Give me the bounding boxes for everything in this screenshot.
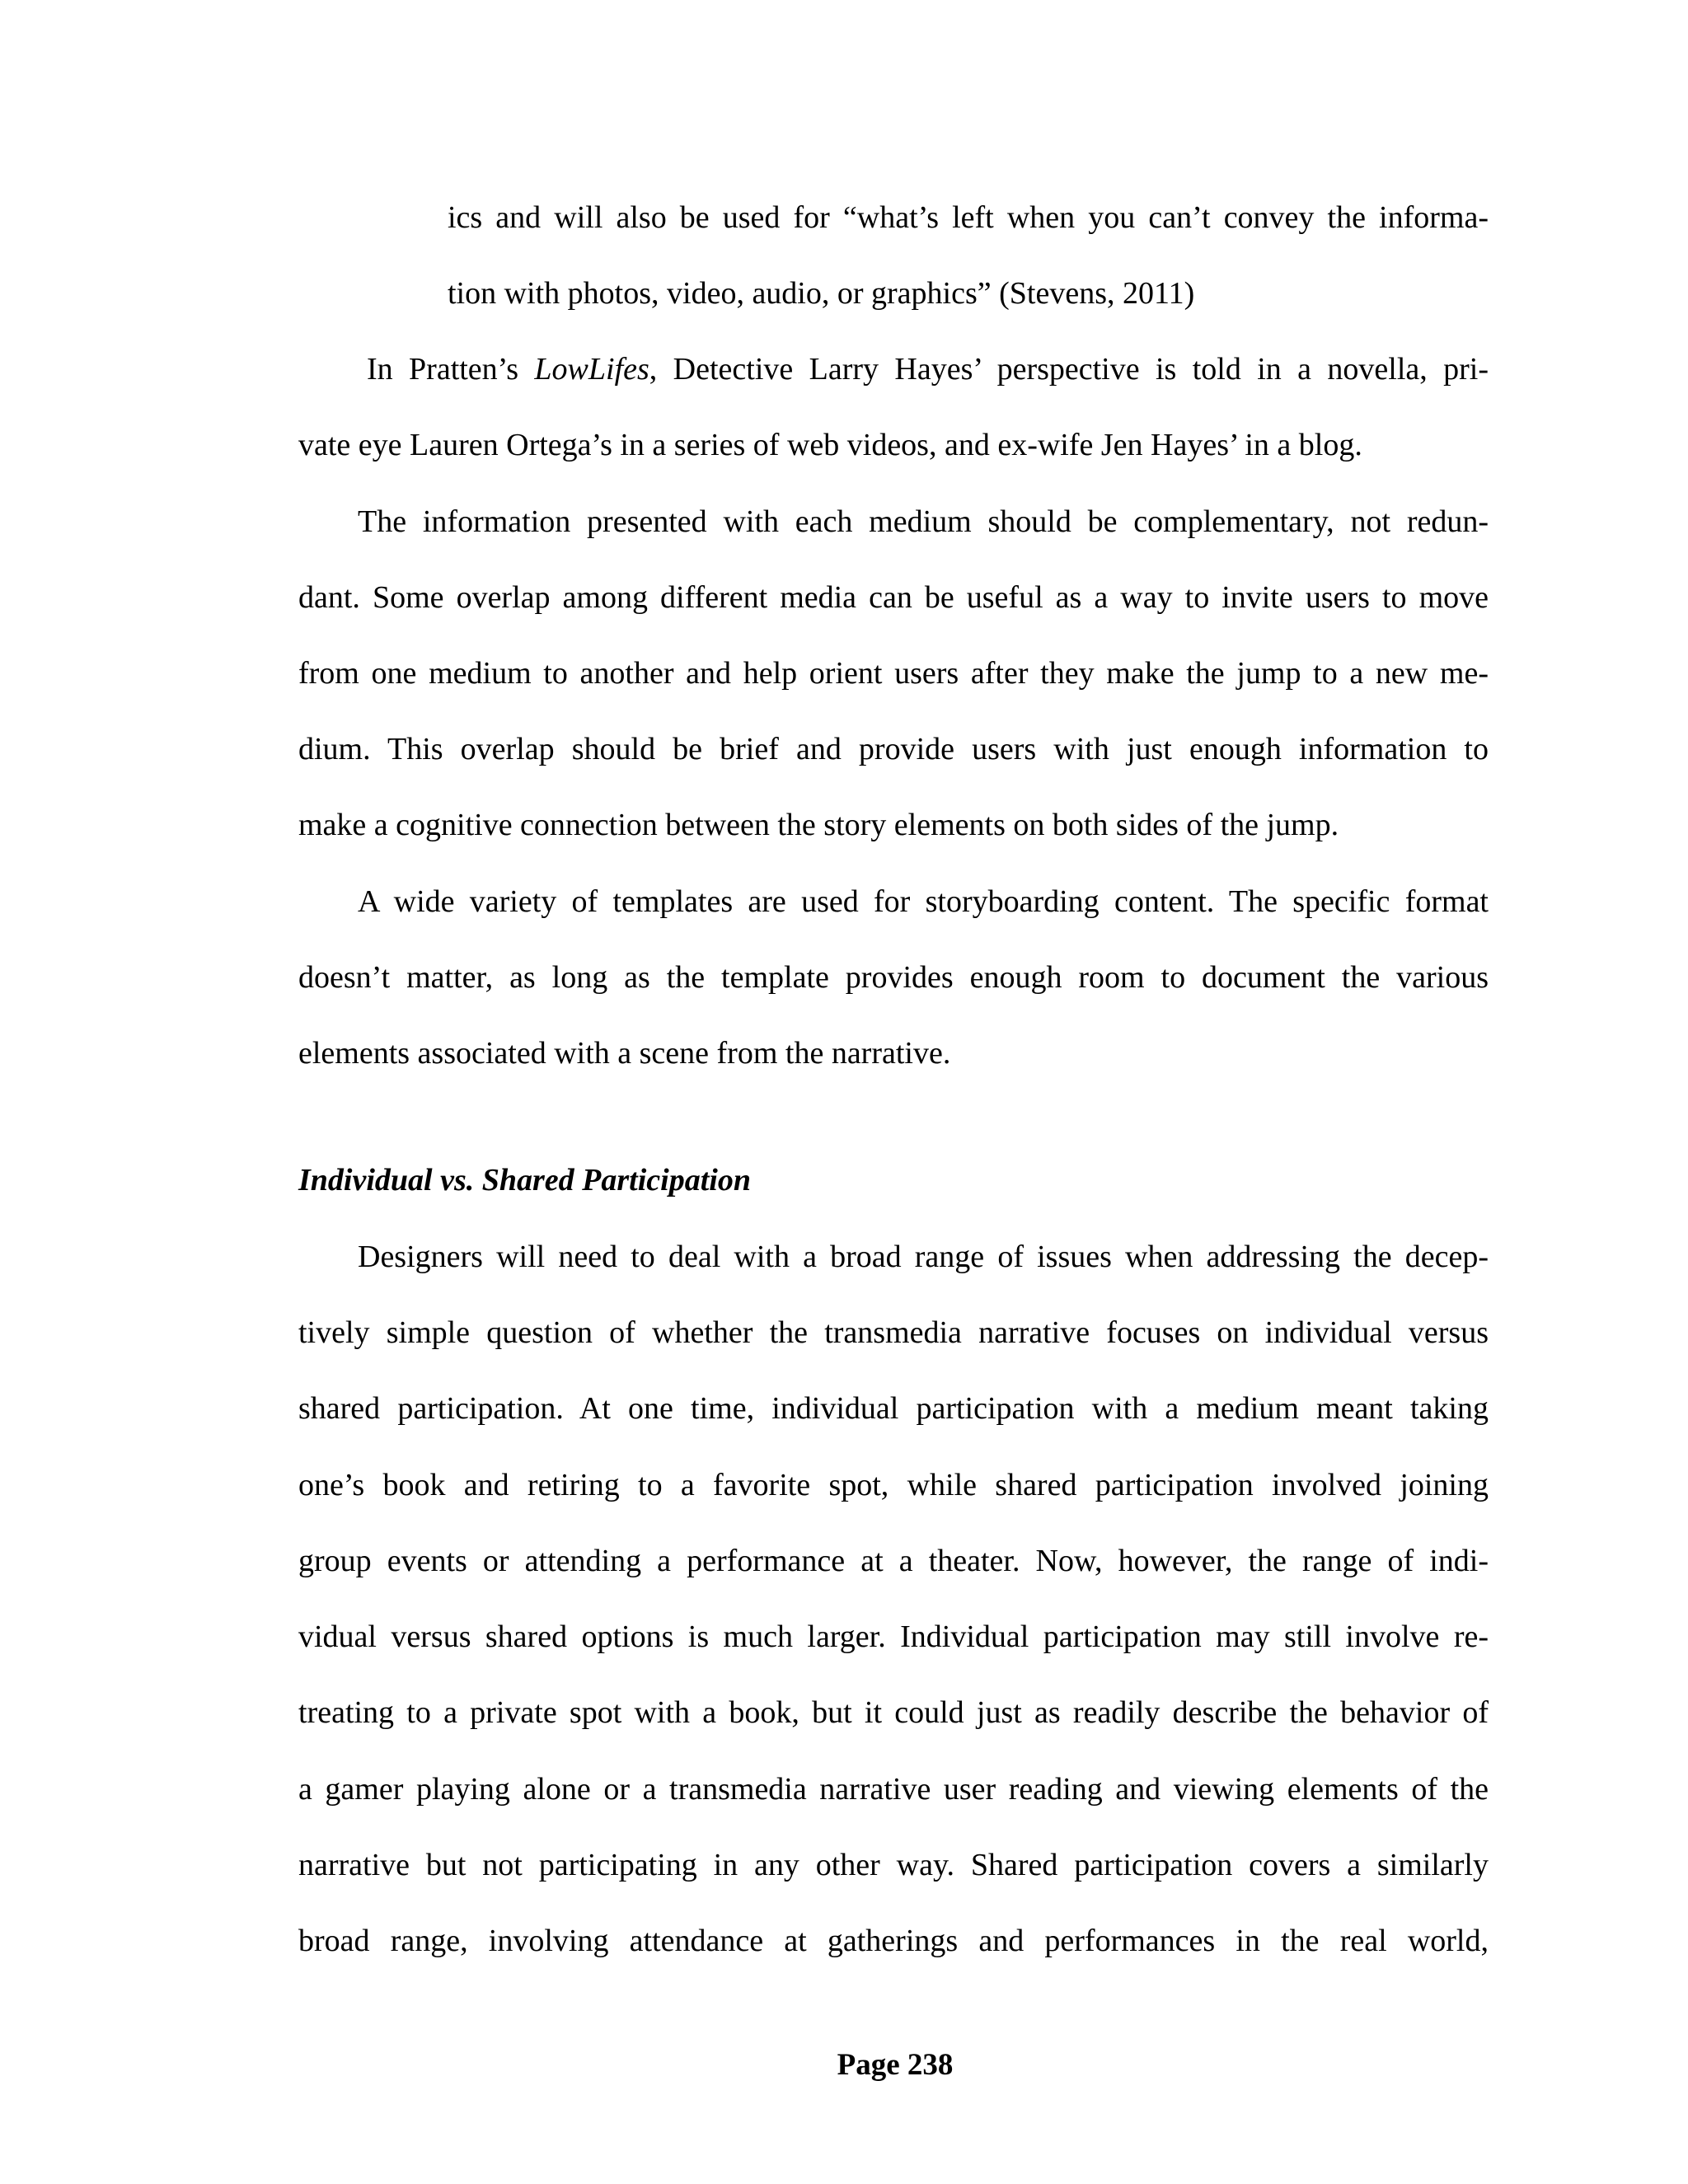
paragraph-line: Designers will need to deal with a broad range of issues when addressing the decep- <box>358 1240 1489 1274</box>
paragraph-line: elements associated with a scene from the narrative. <box>298 1036 951 1071</box>
paragraph-line: A wide variety of templates are used for storyboarding content. The specific format <box>358 884 1489 919</box>
paragraph-line: vidual versus shared options is much larger. Individual participation may still involve re- <box>298 1619 1489 1654</box>
block-quote-line: tion with photos, video, audio, or graphics” (Stevens, 2011) <box>448 276 1195 311</box>
paragraph-line: vate eye Lauren Ortega’s in a series of web videos, and ex-wife Jen Hayes’ in a blog. <box>298 428 1362 462</box>
paragraph-line: treating to a private spot with a book, but it could just as readily describe the behavior of <box>298 1695 1489 1730</box>
paragraph-line <box>367 331 1489 407</box>
paragraph-line: dant. Some overlap among different media can be useful as a way to invite users to move <box>298 580 1489 615</box>
paragraph-line: broad range, involving attendance at gatherings and performances in the real world, <box>298 1924 1489 1958</box>
page-number: Page 238 <box>837 2048 954 2082</box>
paragraph-line: doesn’t matter, as long as the template provides enough room to document the various <box>298 960 1489 995</box>
paragraph-line: one’s book and retiring to a favorite spot, while shared participation involved joining <box>298 1468 1489 1502</box>
paragraph-line: tively simple question of whether the transmedia narrative focuses on individual versus <box>298 1315 1489 1350</box>
paragraph-line: The information presented with each medium should be complementary, not redun- <box>358 504 1489 539</box>
paragraph-line: group events or attending a performance at a theater. Now, however, the range of indi- <box>298 1544 1489 1578</box>
section-heading: Individual vs. Shared Participation <box>298 1163 751 1197</box>
text-segment: In Pratten’s <box>367 352 535 387</box>
paragraph-line: a gamer playing alone or a transmedia narrative user reading and viewing elements of the <box>298 1772 1489 1807</box>
text-segment: , Detective Larry Hayes’ perspective is told in a novella, pri- <box>649 352 1489 387</box>
paragraph-line: dium. This overlap should be brief and provide users with just enough information to <box>298 732 1489 766</box>
paragraph-line: narrative but not participating in any other way. Shared participation covers a similarly <box>298 1848 1489 1882</box>
italic-title-lowlifes: LowLifes <box>534 352 649 387</box>
paragraph-line: shared participation. At one time, individual participation with a medium meant taking <box>298 1391 1489 1426</box>
paragraph-line: make a cognitive connection between the story elements on both sides of the jump. <box>298 808 1339 842</box>
block-quote-line: ics and will also be used for “what’s left when you can’t convey the informa- <box>448 200 1489 235</box>
paragraph-line: from one medium to another and help orient users after they make the jump to a new me- <box>298 656 1489 691</box>
